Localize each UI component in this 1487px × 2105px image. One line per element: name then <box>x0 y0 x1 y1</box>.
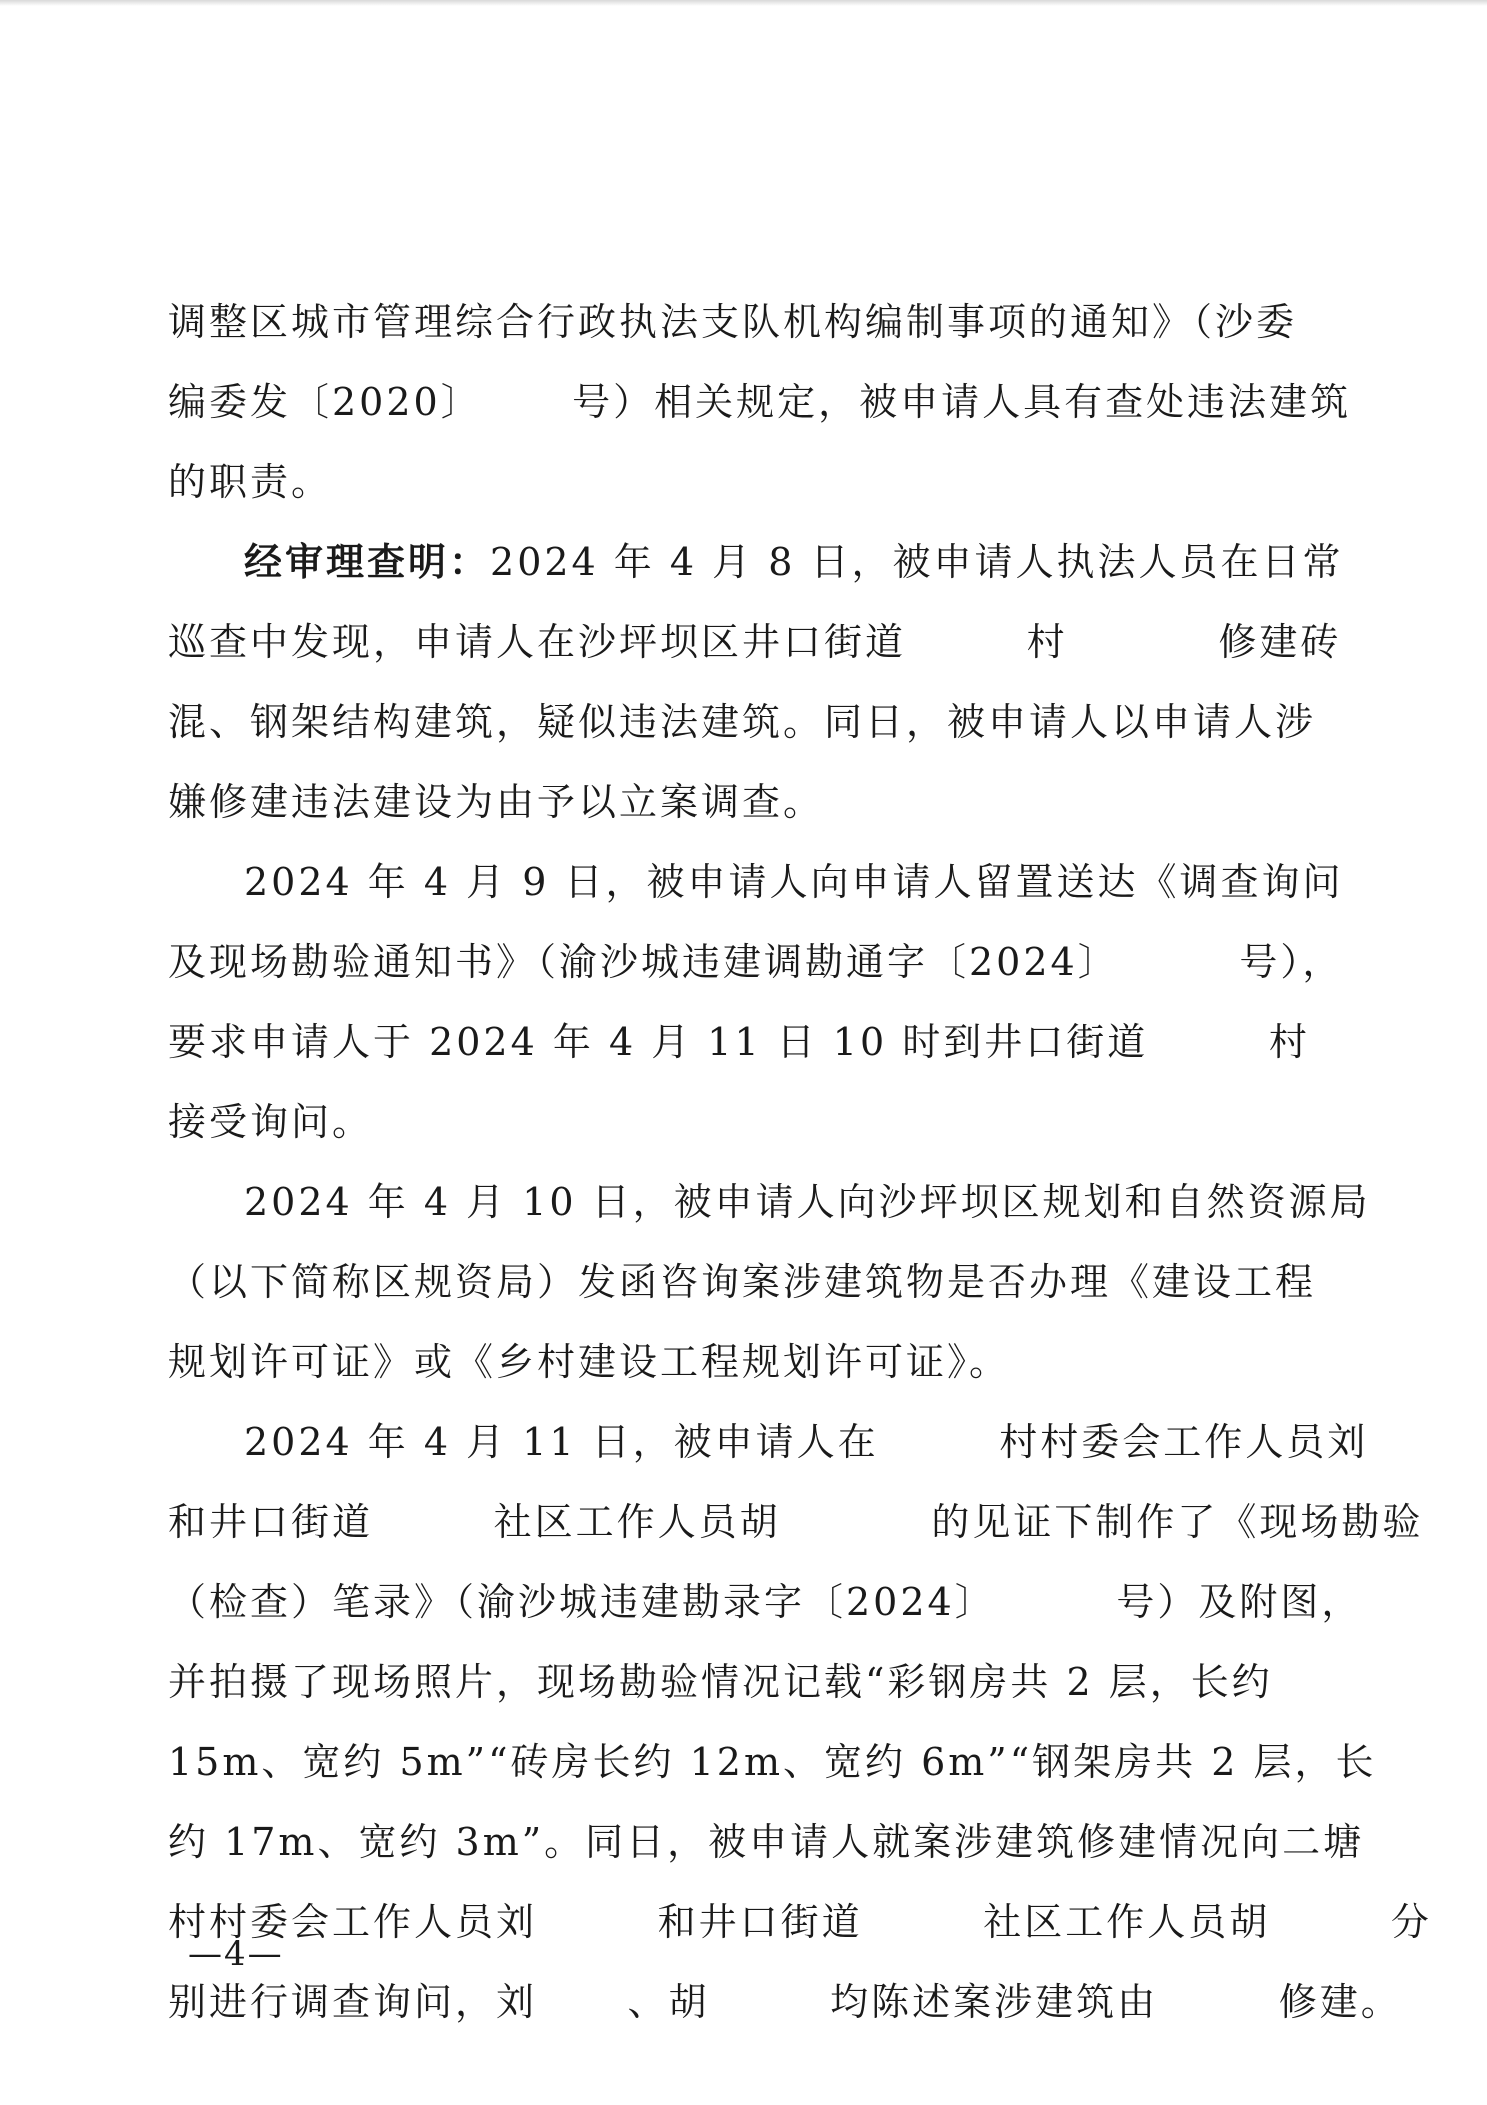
finding-lead-text: 2024 年 4 月 8 日，被申请人执法人员在日常 <box>490 540 1344 584</box>
text-line-21: 村村委会工作人员刘 和井口街道 社区工作人员胡 分 <box>168 1900 1432 1944</box>
text-line-12: 2024 年 4 月 10 日，被申请人向沙坪坝区规划和自然资源局 <box>244 1180 1371 1224</box>
scan-edge <box>0 0 1487 6</box>
text-line-5: 巡查中发现，申请人在沙坪坝区井口街道 村 修建砖 <box>168 620 1342 664</box>
text-line-8: 2024 年 4 月 9 日，被申请人向申请人留置送达《调查询问 <box>244 860 1344 904</box>
text-line-9: 及现场勘验通知书》（渝沙城违建调勘通字〔2024〕 号）， <box>168 940 1344 984</box>
text-line-10: 要求申请人于 2024 年 4 月 11 日 10 时到井口街道 村 <box>168 1020 1310 1064</box>
finding-paragraph-line-1 <box>168 522 1344 602</box>
text-line-17: （检查）笔录》（渝沙城违建勘录字〔2024〕 号）及附图， <box>168 1580 1363 1624</box>
text-line-16: 和井口街道 社区工作人员胡 的见证下制作了《现场勘验 <box>168 1500 1424 1544</box>
text-line-1: 调整区城市管理综合行政执法支队机构编制事项的通知》（沙委 <box>168 300 1298 344</box>
text-line-19: 15m、宽约 5m”“砖房长约 12m、宽约 6m”“钢架房共 2 层，长 <box>168 1740 1377 1784</box>
text-line-22: 别进行调查询问，刘 、胡 均陈述案涉建筑由 修建。 <box>168 1980 1402 2024</box>
text-line-6: 混、钢架结构建筑，疑似违法建筑。同日，被申请人以申请人涉 <box>168 700 1317 744</box>
text-line-18: 并拍摄了现场照片，现场勘验情况记载“彩钢房共 2 层，长约 <box>168 1660 1273 1704</box>
text-line-2: 编委发〔2020〕 号）相关规定，被申请人具有查处违法建筑 <box>168 380 1352 424</box>
text-line-15: 2024 年 4 月 11 日，被申请人在 村村委会工作人员刘 <box>244 1420 1369 1464</box>
text-line-14: 规划许可证》或《乡村建设工程规划许可证》。 <box>168 1340 1011 1384</box>
text-line-20: 约 17m、宽约 3m”。同日，被申请人就案涉建筑修建情况向二塘 <box>168 1820 1365 1864</box>
text-line-11: 接受询问。 <box>168 1100 374 1144</box>
document-body <box>168 282 1432 2042</box>
text-line-7: 嫌修建违法建设为由予以立案调查。 <box>168 780 825 824</box>
page-number: —4— <box>188 1934 284 1974</box>
finding-lead-label: 经审理查明： <box>244 539 491 584</box>
text-line-3: 的职责。 <box>168 460 333 504</box>
text-line-13: （以下简称区规资局）发函咨询案涉建筑物是否办理《建设工程 <box>168 1260 1317 1304</box>
